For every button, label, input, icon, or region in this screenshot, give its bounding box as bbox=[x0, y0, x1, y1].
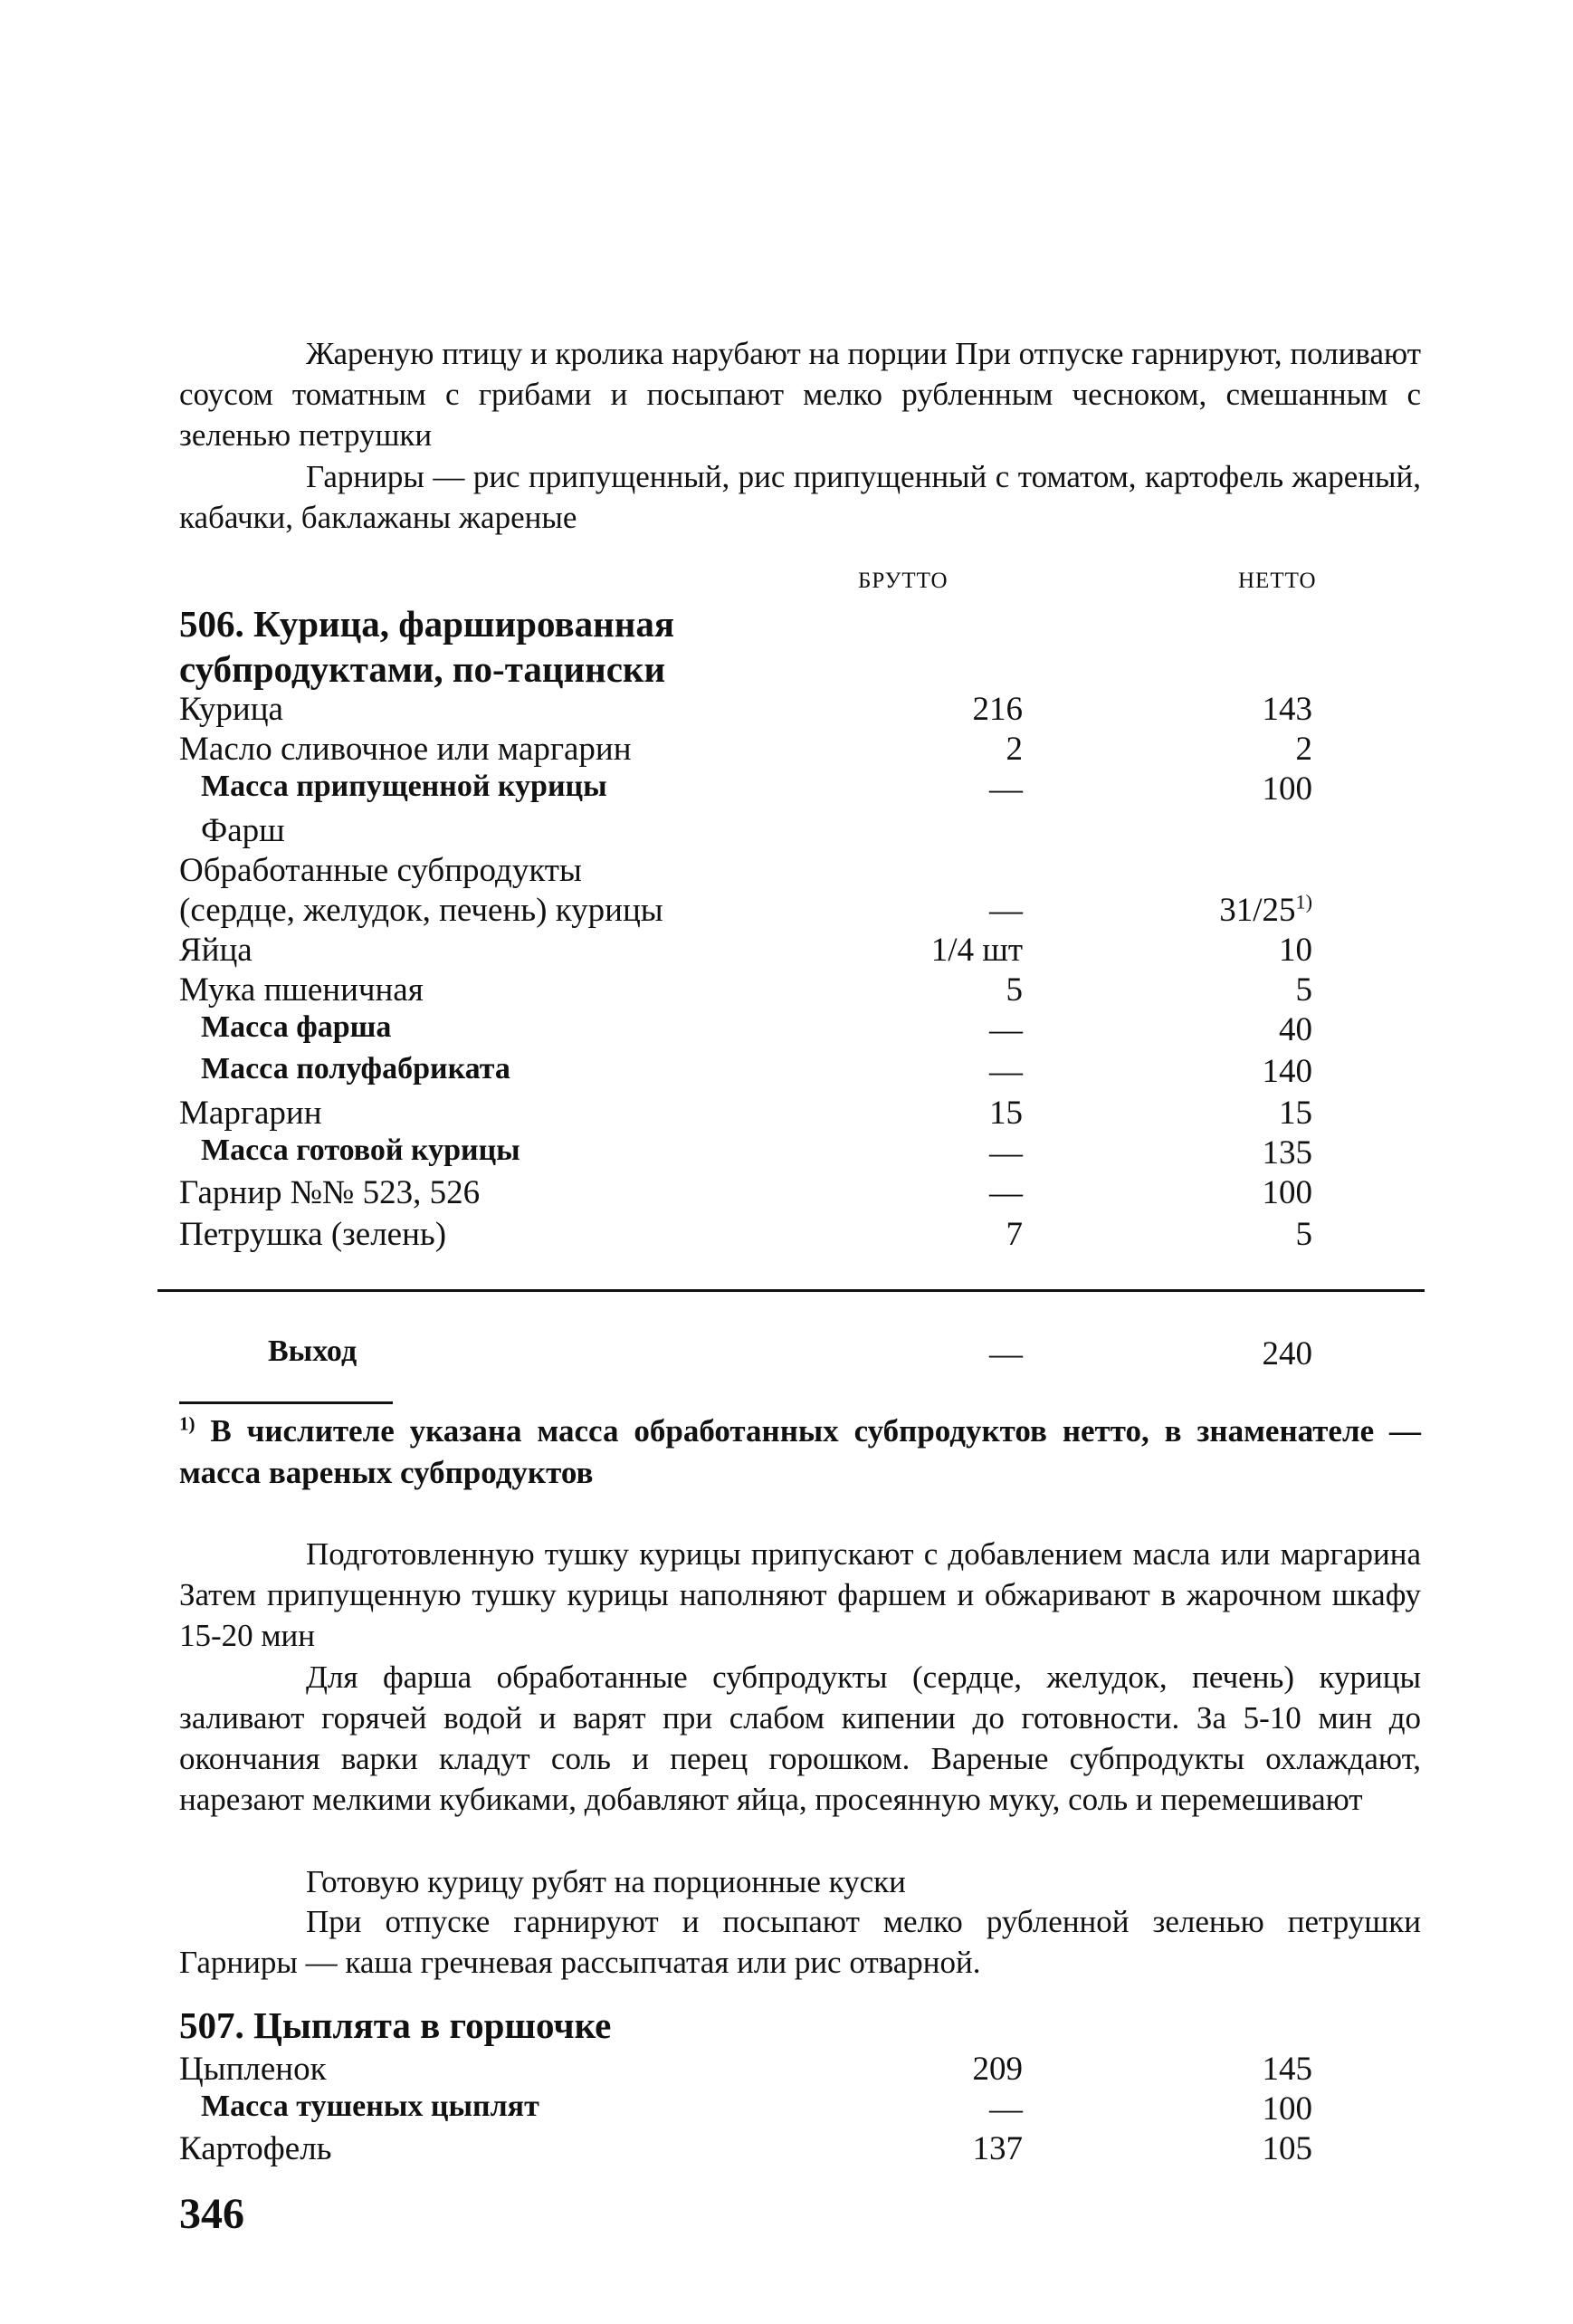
table-row bbox=[0, 2050, 1573, 2093]
recipe-506-title-line2: субпродуктами, по-тацински bbox=[179, 648, 666, 690]
ingredient-name: Масса полуфабриката bbox=[201, 1052, 510, 1085]
brutto-value: 137 bbox=[972, 2130, 1023, 2167]
netto-value: 240 bbox=[1262, 1335, 1312, 1372]
netto-value: 145 bbox=[1262, 2051, 1312, 2088]
netto-value: 2 bbox=[1295, 731, 1312, 768]
table-row bbox=[0, 1094, 1573, 1137]
table-row bbox=[0, 811, 1573, 855]
table-divider bbox=[157, 1289, 1425, 1292]
brutto-value: — bbox=[989, 2090, 1023, 2128]
ingredient-name: Масса тушеных цыплят bbox=[201, 2090, 539, 2123]
ingredient-name: Маргарин bbox=[179, 1095, 322, 1132]
footnote-rule bbox=[179, 1401, 393, 1404]
brutto-value: — bbox=[989, 1174, 1023, 1211]
ingredient-name: Петрушка (зелень) bbox=[179, 1216, 447, 1253]
method-paragraph-4: При отпуске гарнируют и посыпают мелко рубленной зеленью петрушки Гарниры — каша гречневая рассыпчатая или рис отварной. bbox=[179, 1904, 1421, 1980]
table-row bbox=[0, 770, 1573, 813]
footnote-marker: 1) bbox=[1295, 890, 1312, 913]
brutto-value: 5 bbox=[1006, 971, 1023, 1009]
brutto-value: — bbox=[989, 770, 1023, 808]
ingredient-name: Мука пшеничная bbox=[179, 971, 424, 1009]
brutto-value: 209 bbox=[972, 2051, 1023, 2088]
netto-value: 5 bbox=[1295, 971, 1312, 1009]
table-row bbox=[0, 1052, 1573, 1095]
brutto-value: 216 bbox=[972, 691, 1023, 728]
page-number: 346 bbox=[179, 2190, 244, 2238]
brutto-value: — bbox=[989, 892, 1023, 929]
method-paragraph-1: Подготовленную тушку курицы припускают с добавлением масла или маргарина Затем припущенную тушку курицы наполняют фаршем и обжаривают в жарочном шкафу 15-20 мин bbox=[179, 1536, 1421, 1653]
table-row bbox=[0, 730, 1573, 773]
netto-value: 31/25$^{1)}$ bbox=[1219, 890, 1312, 929]
ingredient-name: Обработанные субпродукты bbox=[179, 852, 582, 889]
netto-value: 40 bbox=[1279, 1011, 1312, 1048]
ingredient-name: Курица bbox=[179, 691, 283, 728]
netto-value: 135 bbox=[1262, 1134, 1312, 1172]
ingredient-name: (сердце, желудок, печень) курицы bbox=[179, 892, 663, 929]
netto-value: 5 bbox=[1295, 1216, 1312, 1253]
footnote: $^{1)}$ В числителе указана масса обработанных субпродуктов нетто, в знаменателе — масса вареных субпродуктов bbox=[179, 1412, 1421, 1490]
table-row bbox=[0, 931, 1573, 974]
table-row bbox=[0, 1133, 1573, 1177]
column-header-netto: НЕТТО bbox=[1238, 569, 1317, 593]
recipe-507-title: 507. Цыплята в горшочке bbox=[179, 2004, 612, 2046]
brutto-value: — bbox=[989, 1053, 1023, 1090]
ingredient-name: Масса припущенной курицы bbox=[201, 770, 607, 803]
table-row bbox=[0, 971, 1573, 1014]
method-paragraph-3: Готовую курицу рубят на порционные куски bbox=[306, 1864, 906, 1899]
column-header-brutto: БРУТТО bbox=[858, 569, 949, 593]
recipe-506-title-line1: 506. Курица, фаршированная bbox=[179, 603, 675, 645]
brutto-value: 2 bbox=[1006, 731, 1023, 768]
method-paragraph-2: Для фарша обработанные субпродукты (сердце, желудок, печень) курицы заливают горячей водой и варят при слабом кипении до готовности. За 5-10 мин до окончания варки кладут соль и перец горошком. Вареные субпродукты охлаждают, нарезают мелкими кубиками, добавляют яйца, просеянную муку, соль и перемешивают bbox=[179, 1659, 1421, 1817]
intro-paragraph-1: Жареную птицу и кролика нарубают на порции При отпуске гарнируют, поливают соусом томатным с грибами и посыпают мелко рубленным чесноком, смешанным с зеленью петрушки bbox=[179, 336, 1421, 453]
table-row bbox=[0, 1010, 1573, 1054]
ingredient-name: Масса фарша bbox=[201, 1010, 392, 1044]
ingredient-name: Картофель bbox=[179, 2130, 332, 2167]
table-row bbox=[0, 690, 1573, 733]
table-row bbox=[0, 851, 1573, 894]
netto-value: 100 bbox=[1262, 2090, 1312, 2128]
ingredient-name: Фарш bbox=[201, 812, 285, 849]
table-row bbox=[0, 1215, 1573, 1258]
ingredient-name: Масса готовой курицы bbox=[201, 1133, 520, 1167]
table-row bbox=[0, 2090, 1573, 2133]
netto-value: 105 bbox=[1262, 2130, 1312, 2167]
ingredient-name: Яйца bbox=[179, 932, 253, 969]
brutto-value: 15 bbox=[989, 1095, 1023, 1132]
table-row bbox=[0, 891, 1573, 934]
intro-paragraph-2: Гарниры — рис припущенный, рис припущенный с томатом, картофель жареный, кабачки, баклажаны жареные bbox=[179, 459, 1421, 535]
netto-value: 140 bbox=[1262, 1053, 1312, 1090]
brutto-value: — bbox=[989, 1335, 1023, 1372]
netto-value: 143 bbox=[1262, 691, 1312, 728]
netto-value: 100 bbox=[1262, 770, 1312, 808]
yield-label: Выход bbox=[268, 1334, 358, 1368]
ingredient-name: Масло сливочное или маргарин bbox=[179, 731, 632, 768]
yield-row bbox=[0, 1334, 1573, 1378]
footnote-marker: 1) bbox=[179, 1412, 195, 1435]
brutto-value: 1/4 шт bbox=[930, 932, 1023, 969]
table-row bbox=[0, 1173, 1573, 1217]
brutto-value: — bbox=[989, 1134, 1023, 1172]
brutto-value: 7 bbox=[1006, 1216, 1023, 1253]
brutto-value: — bbox=[989, 1011, 1023, 1048]
table-row bbox=[0, 2129, 1573, 2173]
netto-value: 10 bbox=[1279, 932, 1312, 969]
ingredient-name: Гарнир №№ 523, 526 bbox=[179, 1174, 481, 1211]
netto-value: 15 bbox=[1279, 1095, 1312, 1132]
ingredient-name: Цыпленок bbox=[179, 2051, 327, 2088]
netto-value: 100 bbox=[1262, 1174, 1312, 1211]
